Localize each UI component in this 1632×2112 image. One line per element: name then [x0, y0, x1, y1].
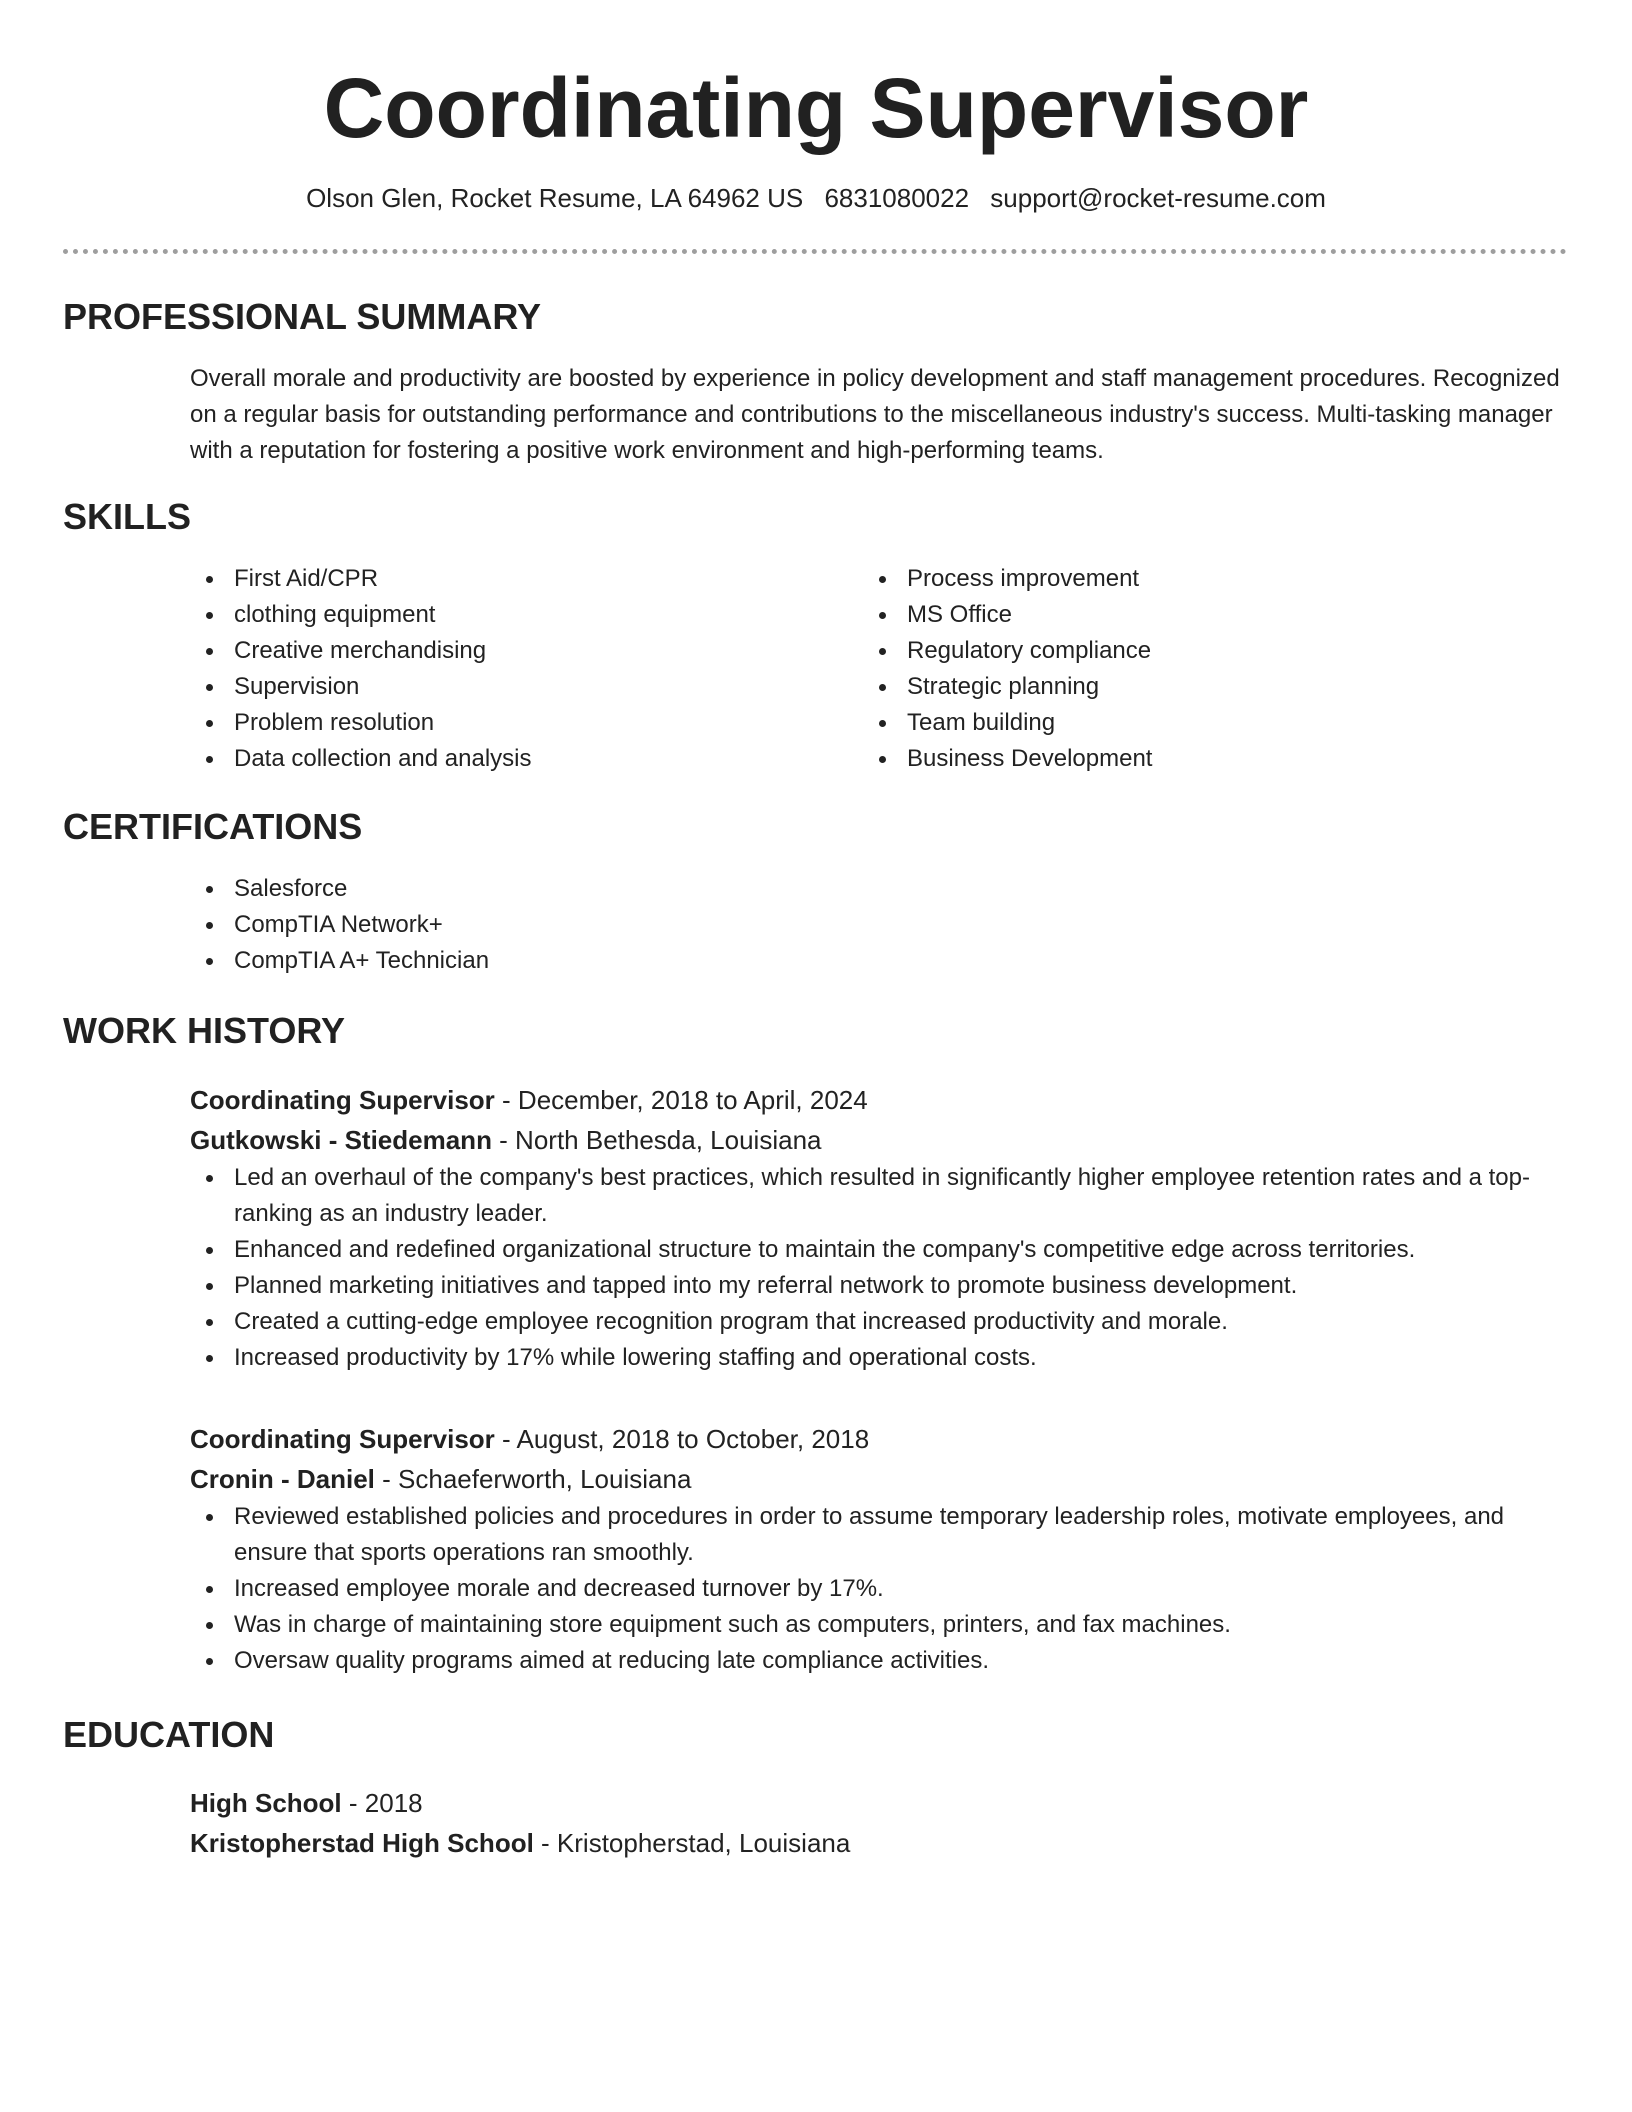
job-duty-item: Increased employee morale and decreased turnover by 17%. [190, 1571, 1568, 1607]
job-dates: - December, 2018 to April, 2024 [494, 1085, 868, 1115]
job-entry [190, 1080, 1568, 1376]
job-duty-item: Oversaw quality programs aimed at reducing late compliance activities. [190, 1643, 1568, 1679]
job-duties [190, 1160, 1568, 1376]
skill-item: Strategic planning [863, 669, 1503, 705]
skill-item: First Aid/CPR [190, 561, 830, 597]
job-duty-item: Enhanced and redefined organizational structure to maintain the company's competitive edge across territories. [190, 1232, 1568, 1268]
education-school: Kristopherstad High School [190, 1828, 534, 1858]
summary-heading: PROFESSIONAL SUMMARY [63, 296, 542, 337]
skill-item: Problem resolution [190, 705, 830, 741]
education-location: - Kristopherstad, Louisiana [533, 1828, 851, 1858]
skills-section [190, 561, 1568, 781]
job-duty-item: Reviewed established policies and procedures in order to assume temporary leadership roles, motivate employees, and ensure that sports operations ran smoothly. [190, 1499, 1568, 1571]
job-title: Coordinating Supervisor [190, 1085, 495, 1115]
job-title-line [190, 1080, 1568, 1120]
education-degree: High School [190, 1788, 342, 1818]
education-entry [190, 1783, 1568, 1863]
skill-item: Process improvement [863, 561, 1503, 597]
job-duty-item: Was in charge of maintaining store equipment such as computers, printers, and fax machines. [190, 1607, 1568, 1643]
certification-item: CompTIA Network+ [190, 907, 1568, 943]
skill-item: Team building [863, 705, 1503, 741]
skill-item: Supervision [190, 669, 830, 705]
work-history-heading: WORK HISTORY [63, 1010, 346, 1051]
certifications-heading: CERTIFICATIONS [63, 806, 363, 847]
skill-item: clothing equipment [190, 597, 830, 633]
certification-item: Salesforce [190, 871, 1568, 907]
job-company: Cronin - Daniel [190, 1464, 375, 1494]
skill-item: Regulatory compliance [863, 633, 1503, 669]
job-location: - Schaeferworth, Louisiana [374, 1464, 692, 1494]
summary-text: Overall morale and productivity are boosted by experience in policy development and staff management procedures. Recognized on a regular basis for outstanding performance and contributions to the miscellaneous industry's success. Multi-tasking manager with a reputation for fostering a positive work environment and high-performing teams. [190, 365, 1560, 464]
skills-column-left [190, 561, 830, 777]
skill-item: MS Office [863, 597, 1503, 633]
job-company: Gutkowski - Stiedemann [190, 1125, 492, 1155]
skill-item: Business Development [863, 741, 1503, 777]
skill-item: Creative merchandising [190, 633, 830, 669]
contact-phone: 6831080022 [824, 183, 970, 213]
job-company-line [190, 1459, 1568, 1499]
education-degree-line [190, 1783, 1568, 1823]
job-company-line [190, 1120, 1568, 1160]
education-year: - 2018 [341, 1788, 423, 1818]
education-school-line [190, 1823, 1568, 1863]
job-title-line [190, 1419, 1568, 1459]
resume-title: Coordinating Supervisor [323, 61, 1309, 155]
job-duty-item: Increased productivity by 17% while lowering staffing and operational costs. [190, 1340, 1568, 1376]
job-duty-item: Led an overhaul of the company's best practices, which resulted in significantly higher employee retention rates and a top-ranking as an industry leader. [190, 1160, 1568, 1232]
header-divider [63, 249, 1567, 254]
skills-heading: SKILLS [63, 496, 192, 537]
job-duties [190, 1499, 1568, 1679]
contact-address: Olson Glen, Rocket Resume, LA 64962 US [306, 183, 804, 213]
summary-section [190, 361, 1568, 469]
job-duty-item: Planned marketing initiatives and tapped into my referral network to promote business development. [190, 1268, 1568, 1304]
skills-column-right [863, 561, 1503, 777]
job-dates: - August, 2018 to October, 2018 [494, 1424, 870, 1454]
job-title: Coordinating Supervisor [190, 1424, 495, 1454]
contact-line [0, 181, 1632, 215]
certifications-section [190, 871, 1568, 979]
education-heading: EDUCATION [63, 1714, 275, 1755]
skill-item: Data collection and analysis [190, 741, 830, 777]
certification-item: CompTIA A+ Technician [190, 943, 1568, 979]
job-location: - North Bethesda, Louisiana [491, 1125, 822, 1155]
job-duty-item: Created a cutting-edge employee recognition program that increased productivity and morale. [190, 1304, 1568, 1340]
contact-email: support@rocket-resume.com [990, 183, 1326, 213]
job-entry [190, 1419, 1568, 1679]
